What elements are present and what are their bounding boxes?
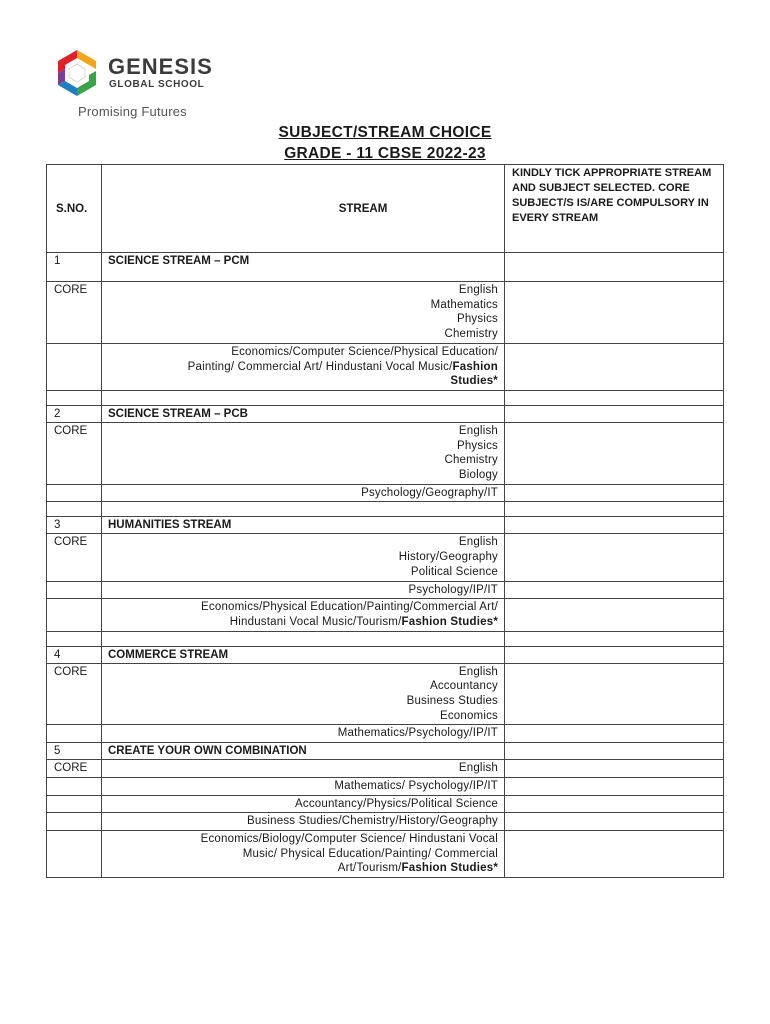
tick-cell[interactable] xyxy=(505,253,724,282)
tick-cell[interactable] xyxy=(505,795,724,813)
choice-row xyxy=(47,795,724,813)
core-subjects: English Mathematics Physics Chemistry xyxy=(102,282,505,344)
core-row xyxy=(47,760,724,778)
core-subjects: English History/Geography Political Science xyxy=(102,534,505,581)
stream-title-row xyxy=(47,405,724,422)
subject-choice: Accountancy/Physics/Political Science xyxy=(102,795,505,813)
stream-number: 3 xyxy=(47,517,102,534)
core-row xyxy=(47,581,724,599)
tick-cell[interactable] xyxy=(505,599,724,631)
optional-row xyxy=(47,484,724,502)
core-label: CORE xyxy=(47,663,102,725)
tick-cell[interactable] xyxy=(505,581,724,599)
core-label: CORE xyxy=(47,422,102,484)
optional-row xyxy=(47,725,724,743)
core-subjects: English Accountancy Business Studies Economics xyxy=(102,663,505,725)
core-subject-choice: Psychology/IP/IT xyxy=(102,581,505,599)
logo-subname: GLOBAL SCHOOL xyxy=(109,79,205,90)
logo-tagline: Promising Futures xyxy=(78,104,187,119)
subject-choice: Business Studies/Chemistry/History/Geography xyxy=(102,813,505,831)
optional-row xyxy=(47,343,724,390)
logo-name: GENESIS xyxy=(108,54,213,79)
tick-cell[interactable] xyxy=(505,646,724,663)
core-label: CORE xyxy=(47,534,102,581)
optional-subjects: Mathematics/Psychology/IP/IT xyxy=(102,725,505,743)
spacer-row xyxy=(47,631,724,646)
tick-cell[interactable] xyxy=(505,343,724,390)
tick-cell[interactable] xyxy=(505,777,724,795)
core-subjects: English Physics Chemistry Biology xyxy=(102,422,505,484)
header-stream: STREAM xyxy=(102,165,505,253)
spacer-row xyxy=(47,502,724,517)
stream-title-row xyxy=(47,646,724,663)
stream-title: CREATE YOUR OWN COMBINATION xyxy=(102,743,505,760)
stream-number: 2 xyxy=(47,405,102,422)
core-subjects: English xyxy=(102,760,505,778)
header-tick-instruction: KINDLY TICK APPROPRIATE STREAM AND SUBJECT SELECTED. CORE SUBJECT/S IS/ARE COMPULSORY IN EVERY STREAM xyxy=(505,165,724,253)
tick-cell[interactable] xyxy=(505,422,724,484)
core-row xyxy=(47,663,724,725)
stream-title: SCIENCE STREAM – PCB xyxy=(102,405,505,422)
stream-title-row xyxy=(47,253,724,282)
header-sno: S.NO. xyxy=(47,165,102,253)
stream-title: COMMERCE STREAM xyxy=(102,646,505,663)
tick-cell[interactable] xyxy=(505,830,724,877)
optional-subjects: Economics/Physical Education/Painting/Commercial Art/ Hindustani Vocal Music/Tourism/Fashion Studies* xyxy=(102,599,505,631)
tick-cell[interactable] xyxy=(505,534,724,581)
genesis-hexagon-logo-icon xyxy=(52,48,102,98)
page-title: SUBJECT/STREAM CHOICE xyxy=(278,124,492,141)
tick-cell[interactable] xyxy=(505,813,724,831)
optional-subjects: Economics/Biology/Computer Science/ Hindustani Vocal Music/ Physical Education/Painting/ Commercial Art/Tourism/Fashion Studies* xyxy=(102,830,505,877)
tick-cell[interactable] xyxy=(505,743,724,760)
spacer-row xyxy=(47,390,724,405)
stream-number: 5 xyxy=(47,743,102,760)
stream-number: 1 xyxy=(47,253,102,282)
table-header-row xyxy=(47,165,724,253)
tick-cell[interactable] xyxy=(505,282,724,344)
optional-row xyxy=(47,830,724,877)
choice-row xyxy=(47,777,724,795)
stream-number: 4 xyxy=(47,646,102,663)
core-row xyxy=(47,282,724,344)
optional-subjects: Economics/Computer Science/Physical Education/ Painting/ Commercial Art/ Hindustani Vocal Music/Fashion Studies* xyxy=(102,343,505,390)
stream-choice-table xyxy=(46,164,724,878)
page-subtitle: GRADE - 11 CBSE 2022-23 xyxy=(284,145,486,162)
stream-title: HUMANITIES STREAM xyxy=(102,517,505,534)
optional-subjects: Psychology/Geography/IT xyxy=(102,484,505,502)
core-label: CORE xyxy=(47,760,102,778)
tick-cell[interactable] xyxy=(505,405,724,422)
school-logo xyxy=(52,48,222,122)
stream-title-row xyxy=(47,517,724,534)
core-label: CORE xyxy=(47,282,102,344)
core-row xyxy=(47,422,724,484)
stream-title: SCIENCE STREAM – PCM xyxy=(102,253,505,282)
tick-cell[interactable] xyxy=(505,760,724,778)
subject-choice: Mathematics/ Psychology/IP/IT xyxy=(102,777,505,795)
tick-cell[interactable] xyxy=(505,725,724,743)
tick-cell[interactable] xyxy=(505,517,724,534)
optional-row xyxy=(47,599,724,631)
core-row xyxy=(47,534,724,581)
choice-row xyxy=(47,813,724,831)
tick-cell[interactable] xyxy=(505,663,724,725)
stream-title-row xyxy=(47,743,724,760)
tick-cell[interactable] xyxy=(505,484,724,502)
